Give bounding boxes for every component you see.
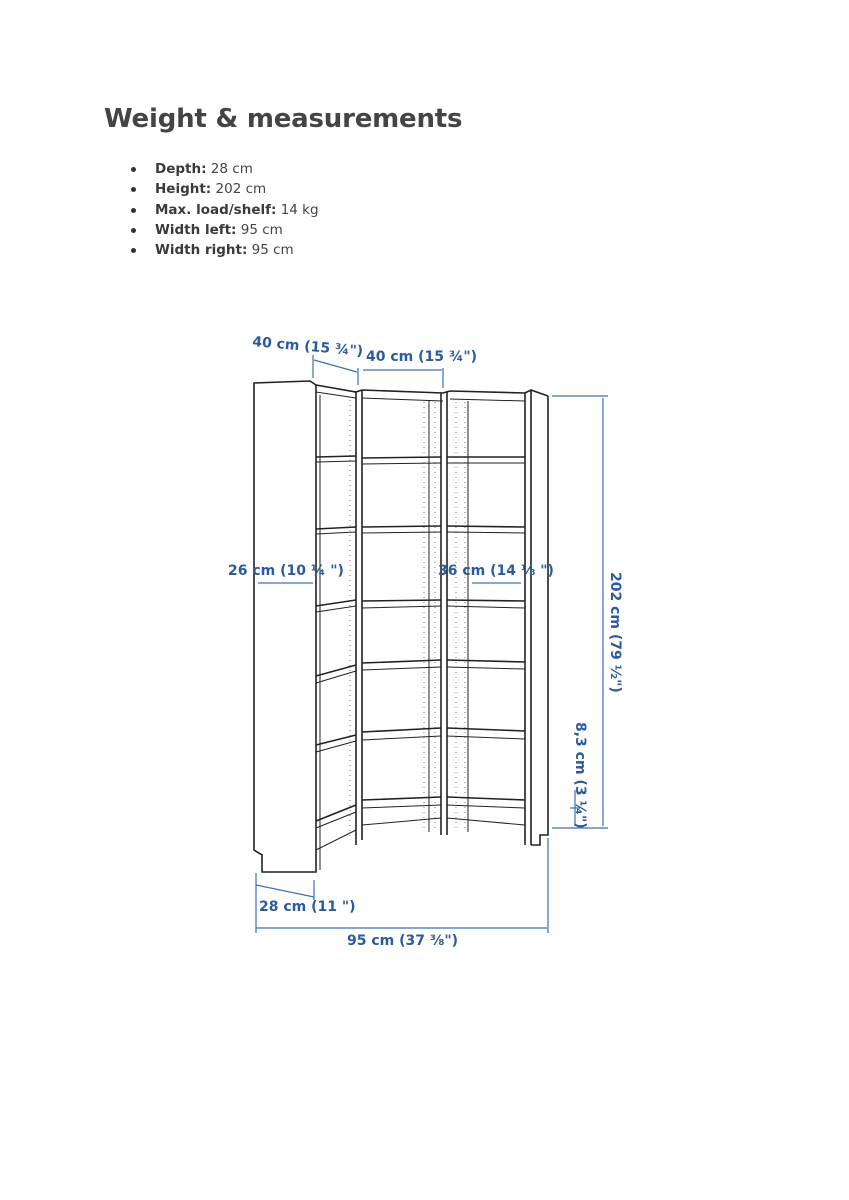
spec-item-max-load: Max. load/shelf: 14 kg	[130, 200, 319, 220]
spec-item-depth: Depth: 28 cm	[130, 159, 319, 179]
dimension-lines	[256, 355, 608, 933]
label-inner-depth-left: 26 cm (10 ¼ ")	[228, 563, 344, 579]
label-depth-right-top: 40 cm (15 ¾")	[366, 349, 478, 365]
label-inner-depth-right: 36 cm (14 ⅛ ")	[438, 563, 554, 579]
bookcase-drawing	[254, 381, 548, 872]
label-depth-bottom: 28 cm (11 ")	[259, 899, 356, 915]
section-heading: Weight & measurements	[104, 104, 463, 134]
spec-item-height: Height: 202 cm	[130, 179, 319, 199]
label-plinth-height: 8,3 cm (3 ¼")	[572, 722, 588, 829]
spec-item-width-right: Width right: 95 cm	[130, 240, 319, 260]
label-depth-left-top: 40 cm (15 ¾")	[251, 334, 364, 360]
spec-item-width-left: Width left: 95 cm	[130, 220, 319, 240]
label-total-width: 95 cm (37 ⅜")	[347, 933, 459, 949]
label-height: 202 cm (79 ½")	[607, 572, 623, 693]
